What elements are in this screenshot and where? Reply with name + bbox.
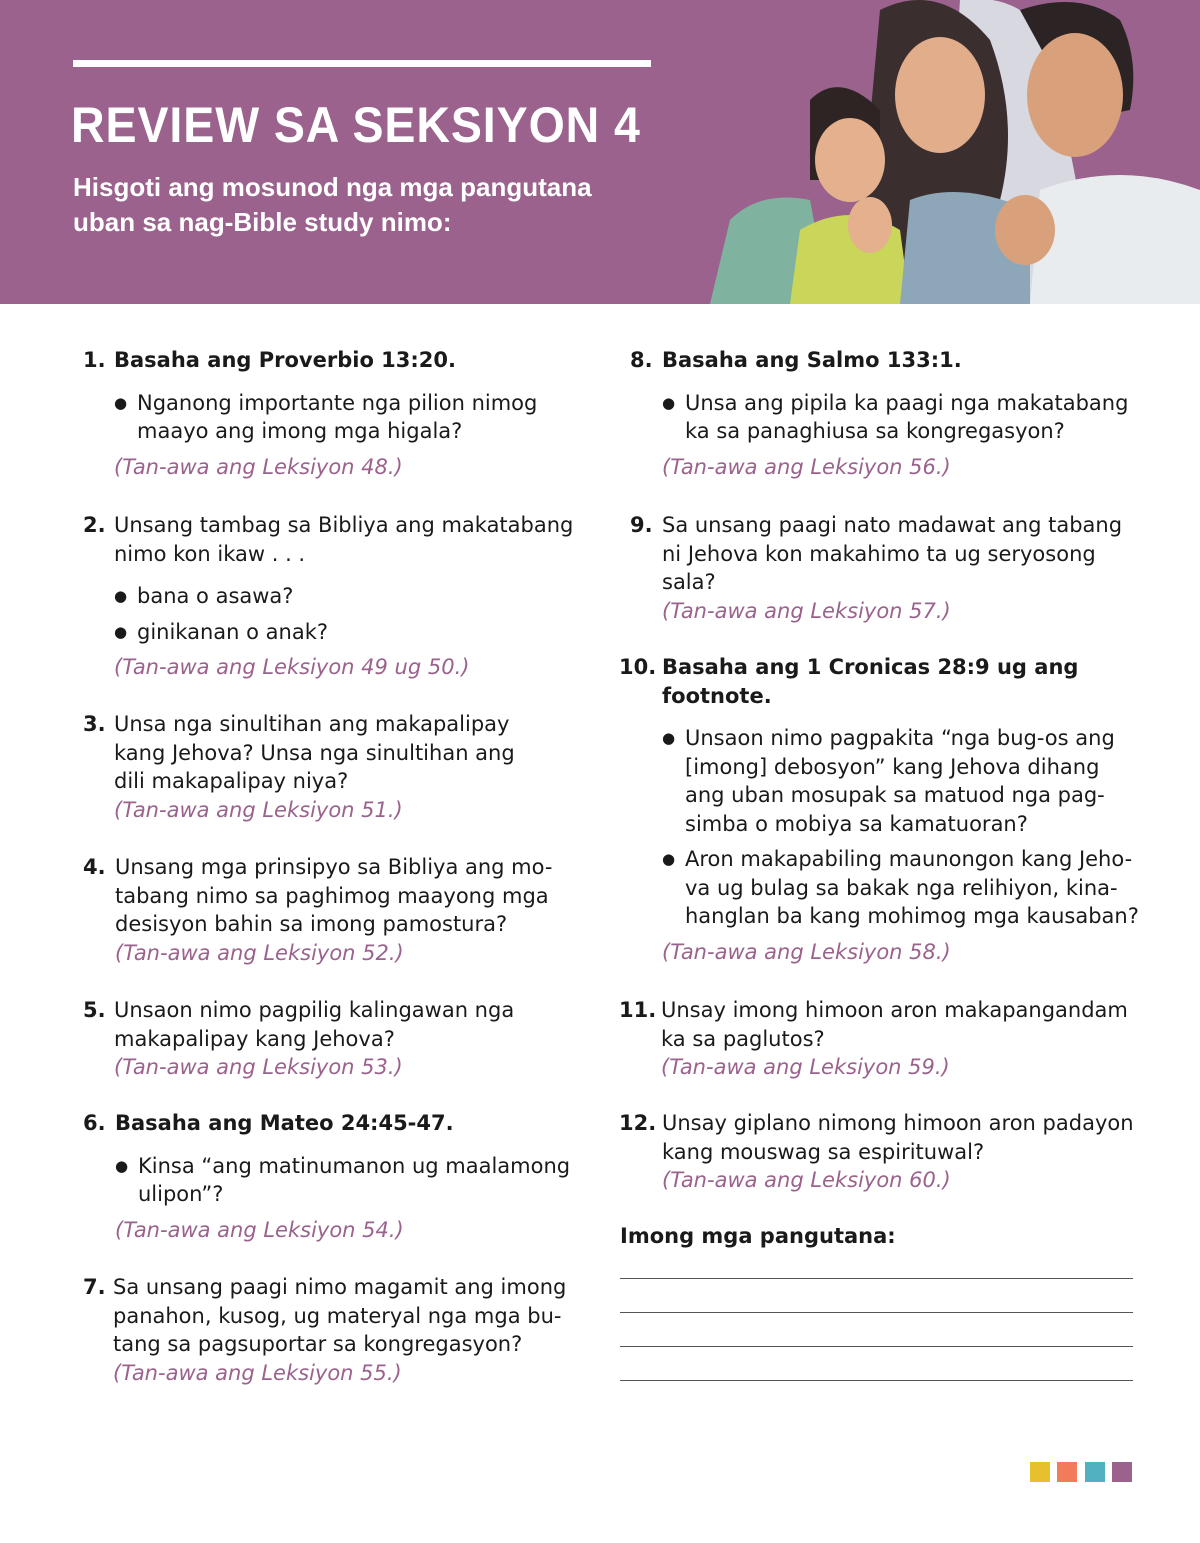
question-text: desisyon bahin sa imong pamostura? [115, 912, 508, 936]
question-text: nimo kon ikaw . . . [114, 541, 306, 566]
lesson-reference: (Tan-awa ang Leksiyon 60.) [662, 1168, 951, 1192]
bullet-text: Aron makapabiling maunongon kang Jeho- [685, 847, 1133, 871]
lesson-reference: (Tan-awa ang Leksiyon 51.) [114, 797, 403, 822]
bullet-dot-icon: ● [114, 587, 128, 605]
question-6 [83, 1109, 570, 1244]
question-text: kang mouswag sa espirituwal? [662, 1139, 985, 1164]
question-text: Basaha ang Salmo 133:1. [662, 348, 962, 372]
question-text: Sa unsang paagi nato madawat ang tabang [662, 513, 1123, 537]
question-text: makapalipay kang Jehova? [114, 1026, 395, 1051]
question-text: Basaha ang Mateo 24:45-47. [115, 1111, 454, 1135]
bullet-text: Unsa ang pipila ka paagi nga makatabang [685, 390, 1129, 415]
bullet-dot-icon: ● [114, 393, 128, 412]
bullet-list [115, 1152, 570, 1209]
question-11 [619, 996, 1128, 1082]
question-number: 1. [83, 348, 106, 372]
bullet-text: [imong] debosyon” kang Jehova dihang [685, 754, 1100, 779]
question-text: panahon, kusog, ug materyal nga mga bu- [113, 1303, 562, 1328]
question-number: 4. [83, 855, 106, 879]
subtitle-line: uban sa nag-Bible study nimo: [73, 207, 452, 237]
question-number: 11. [619, 998, 657, 1022]
bullet-dot-icon: ● [662, 393, 676, 412]
header-banner [0, 0, 1200, 304]
decor-square-yellow [1030, 1462, 1050, 1482]
bullet-list [662, 389, 1128, 446]
bullet-text: ang uban mosupak sa matuod nga pag- [685, 783, 1105, 807]
bullet-text: hanglan ba kang mohimog mga kausaban? [685, 904, 1139, 928]
lesson-reference: (Tan-awa ang Leksiyon 52.) [115, 940, 404, 965]
question-number: 6. [83, 1111, 106, 1135]
question-text: kang Jehova? Unsa nga sinultihan ang [114, 740, 515, 765]
lesson-reference: (Tan-awa ang Leksiyon 48.) [114, 454, 403, 479]
lesson-reference: (Tan-awa ang Leksiyon 58.) [662, 939, 951, 964]
bullet-text: ginikanan o anak? [137, 619, 329, 644]
question-number: 10. [619, 655, 657, 679]
page-subtitle [73, 170, 592, 240]
bullet-dot-icon: ● [114, 622, 128, 641]
bullet-list [114, 582, 573, 646]
bullet-item [662, 845, 1139, 931]
question-text: Basaha ang 1 Cronicas 28:9 ug ang [662, 655, 1079, 679]
lesson-reference: (Tan-awa ang Leksiyon 56.) [662, 454, 951, 479]
question-text: footnote. [662, 683, 772, 708]
bullet-text: simba o mobiya sa kamatuoran? [685, 811, 1028, 836]
lesson-reference: (Tan-awa ang Leksiyon 49 ug 50.) [114, 655, 470, 679]
bullet-item [114, 582, 573, 611]
bullet-dot-icon: ● [115, 1156, 129, 1175]
question-text: ni Jehova kon makahimo ta ug seryosong [662, 541, 1096, 566]
bullet-item [662, 724, 1139, 838]
question-text: Unsay imong himoon aron makapangandam [661, 998, 1128, 1022]
page-title: REVIEW SA SEKSIYON 4 [71, 97, 641, 153]
question-text: Unsa nga sinultihan ang makapalipay [114, 712, 510, 736]
question-number: 9. [630, 513, 653, 537]
lesson-reference: (Tan-awa ang Leksiyon 57.) [662, 598, 951, 623]
writing-line[interactable] [620, 1380, 1133, 1381]
bullet-text: bana o asawa? [137, 584, 294, 608]
question-9 [630, 511, 1122, 625]
header-rule [73, 60, 651, 67]
bullet-text: Unsaon nimo pagpakita “nga bug-os ang [685, 726, 1115, 750]
question-number: 8. [630, 348, 653, 372]
bullet-list [114, 389, 537, 446]
decor-square-purple [1112, 1462, 1132, 1482]
lesson-reference: (Tan-awa ang Leksiyon 53.) [114, 1055, 403, 1079]
question-text: dili makapalipay niya? [114, 769, 349, 793]
bullet-text: ka sa panaghiusa sa kongregasyon? [685, 419, 1065, 443]
bullet-dot-icon: ● [662, 850, 676, 868]
question-7 [83, 1273, 566, 1387]
bullet-text: Nganong importante nga pilion nimog [137, 390, 538, 415]
writing-line[interactable] [620, 1346, 1133, 1347]
decor-square-teal [1085, 1462, 1105, 1482]
bullet-text: Kinsa “ang matinumanon ug maalamong [138, 1153, 571, 1178]
question-text: tabang nimo sa paghimog maayong mga [115, 883, 549, 908]
question-text: Basaha ang Proverbio 13:20. [114, 348, 456, 372]
question-4 [83, 853, 552, 967]
own-questions-label: Imong mga pangutana: [620, 1224, 896, 1248]
decor-square-orange [1057, 1462, 1077, 1482]
lesson-reference: (Tan-awa ang Leksiyon 55.) [113, 1360, 402, 1385]
bullet-item [662, 389, 1128, 446]
question-text: tang sa pagsuportar sa kongregasyon? [113, 1332, 523, 1356]
question-text: Unsaon nimo pagpilig kalingawan nga [114, 998, 515, 1022]
question-8 [630, 346, 1128, 481]
bullet-text: va ug bulag sa bakak nga relihiyon, kina- [685, 875, 1118, 900]
lesson-reference: (Tan-awa ang Leksiyon 54.) [115, 1217, 404, 1242]
bullet-dot-icon: ● [662, 729, 676, 747]
question-5 [83, 996, 514, 1082]
bullet-text: maayo ang imong mga higala? [137, 419, 463, 443]
bullet-item [115, 1152, 570, 1209]
question-10 [619, 653, 1139, 966]
subtitle-line: Hisgoti ang mosunod nga mga pangutana [73, 172, 592, 202]
question-number: 5. [83, 998, 106, 1022]
bullet-list [662, 724, 1139, 931]
lesson-reference: (Tan-awa ang Leksiyon 59.) [661, 1055, 950, 1079]
question-text: ka sa paglutos? [661, 1026, 825, 1051]
question-text: sala? [662, 570, 716, 594]
question-text: Unsang tambag sa Bibliya ang makatabang [114, 513, 574, 537]
question-3 [83, 710, 515, 824]
question-1 [83, 346, 537, 481]
question-12 [619, 1109, 1134, 1195]
writing-line[interactable] [620, 1312, 1133, 1313]
writing-line[interactable] [620, 1278, 1133, 1279]
question-number: 2. [83, 513, 106, 537]
question-number: 3. [83, 712, 106, 736]
question-text: Unsang mga prinsipyo sa Bibliya ang mo- [115, 855, 553, 879]
family-praying-illustration [700, 0, 1200, 304]
bullet-item [114, 618, 573, 647]
question-number: 12. [619, 1111, 657, 1135]
bullet-text: ulipon”? [138, 1182, 224, 1206]
question-text: Sa unsang paagi nimo magamit ang imong [113, 1275, 567, 1299]
question-text: Unsay giplano nimong himoon aron padayon [662, 1111, 1134, 1135]
question-2 [83, 511, 573, 682]
bullet-item [114, 389, 537, 446]
question-number: 7. [83, 1275, 106, 1299]
